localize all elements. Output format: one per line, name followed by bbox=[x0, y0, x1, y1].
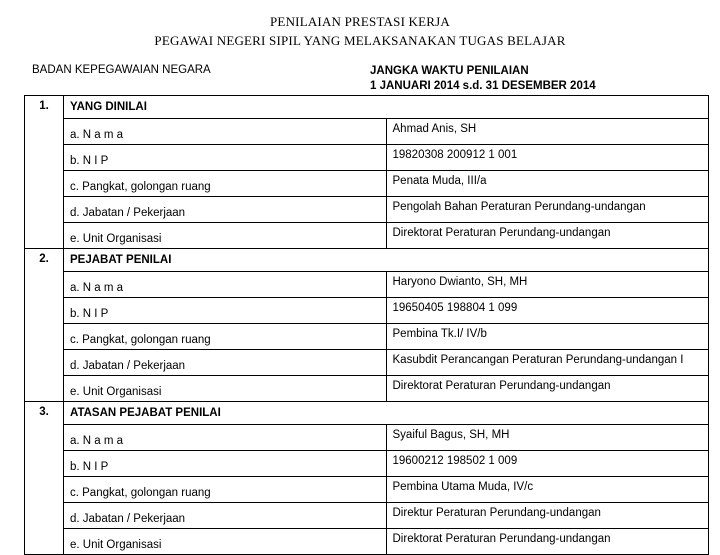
section-number: 3. bbox=[25, 402, 64, 555]
document-title: PENILAIAN PRESTASI KERJA bbox=[270, 14, 450, 29]
field-value: 19600212 198502 1 009 bbox=[386, 451, 709, 477]
field-value: Direktorat Peraturan Perundang-undangan bbox=[386, 223, 709, 249]
assessment-period bbox=[370, 64, 596, 94]
field-value: Pembina Utama Muda, IV/c bbox=[386, 477, 709, 503]
field-label: c. Pangkat, golongan ruang bbox=[64, 171, 387, 197]
table-row bbox=[25, 197, 709, 223]
field-label: e. Unit Organisasi bbox=[64, 376, 387, 402]
field-value: Syaiful Bagus, SH, MH bbox=[386, 425, 709, 451]
field-label: a. N a m a bbox=[64, 425, 387, 451]
assessment-table bbox=[24, 95, 709, 555]
table-row bbox=[25, 529, 709, 555]
table-row bbox=[25, 376, 709, 402]
period-label: JANGKA WAKTU PENILAIAN bbox=[370, 65, 529, 77]
table-row bbox=[25, 298, 709, 324]
table-row bbox=[25, 350, 709, 376]
table-row bbox=[25, 425, 709, 451]
field-label: c. Pangkat, golongan ruang bbox=[64, 477, 387, 503]
section-title: PEJABAT PENILAI bbox=[64, 249, 709, 272]
field-value: Haryono Dwianto, SH, MH bbox=[386, 272, 709, 298]
field-label: e. Unit Organisasi bbox=[64, 223, 387, 249]
section-header bbox=[25, 96, 709, 119]
table-row bbox=[25, 272, 709, 298]
field-label: b. N I P bbox=[64, 298, 387, 324]
section-header bbox=[25, 402, 709, 425]
document-subtitle: PEGAWAI NEGERI SIPIL YANG MELAKSANAKAN TUGAS BELAJAR bbox=[154, 33, 566, 48]
field-value: 19650405 198804 1 099 bbox=[386, 298, 709, 324]
table-row bbox=[25, 324, 709, 350]
field-value: Direktorat Peraturan Perundang-undangan bbox=[386, 376, 709, 402]
section-number: 2. bbox=[25, 249, 64, 402]
table-row bbox=[25, 145, 709, 171]
period-range: 1 JANUARI 2014 s.d. 31 DESEMBER 2014 bbox=[370, 80, 596, 92]
agency-name: BADAN KEPEGAWAIAN NEGARA bbox=[32, 64, 211, 76]
field-value: Kasubdit Perancangan Peraturan Perundang-undangan I bbox=[386, 350, 709, 376]
field-label: c. Pangkat, golongan ruang bbox=[64, 324, 387, 350]
field-label: d. Jabatan / Pekerjaan bbox=[64, 503, 387, 529]
field-label: a. N a m a bbox=[64, 119, 387, 145]
section-header bbox=[25, 249, 709, 272]
field-label: d. Jabatan / Pekerjaan bbox=[64, 350, 387, 376]
table-row bbox=[25, 477, 709, 503]
field-label: a. N a m a bbox=[64, 272, 387, 298]
field-value: Penata Muda, III/a bbox=[386, 171, 709, 197]
table-row bbox=[25, 223, 709, 249]
field-value: Pengolah Bahan Peraturan Perundang-undangan bbox=[386, 197, 709, 223]
field-value: Ahmad Anis, SH bbox=[386, 119, 709, 145]
field-value: Pembina Tk.I/ IV/b bbox=[386, 324, 709, 350]
section-title: YANG DINILAI bbox=[64, 96, 709, 119]
section-title: ATASAN PEJABAT PENILAI bbox=[64, 402, 709, 425]
field-label: b. N I P bbox=[64, 145, 387, 171]
section-number: 1. bbox=[25, 96, 64, 249]
field-label: b. N I P bbox=[64, 451, 387, 477]
table-row bbox=[25, 119, 709, 145]
table-row bbox=[25, 503, 709, 529]
field-label: e. Unit Organisasi bbox=[64, 529, 387, 555]
table-row bbox=[25, 171, 709, 197]
table-row bbox=[25, 451, 709, 477]
field-value: 19820308 200912 1 001 bbox=[386, 145, 709, 171]
field-label: d. Jabatan / Pekerjaan bbox=[64, 197, 387, 223]
field-value: Direktorat Peraturan Perundang-undangan bbox=[386, 529, 709, 555]
field-value: Direktur Peraturan Perundang-undangan bbox=[386, 503, 709, 529]
